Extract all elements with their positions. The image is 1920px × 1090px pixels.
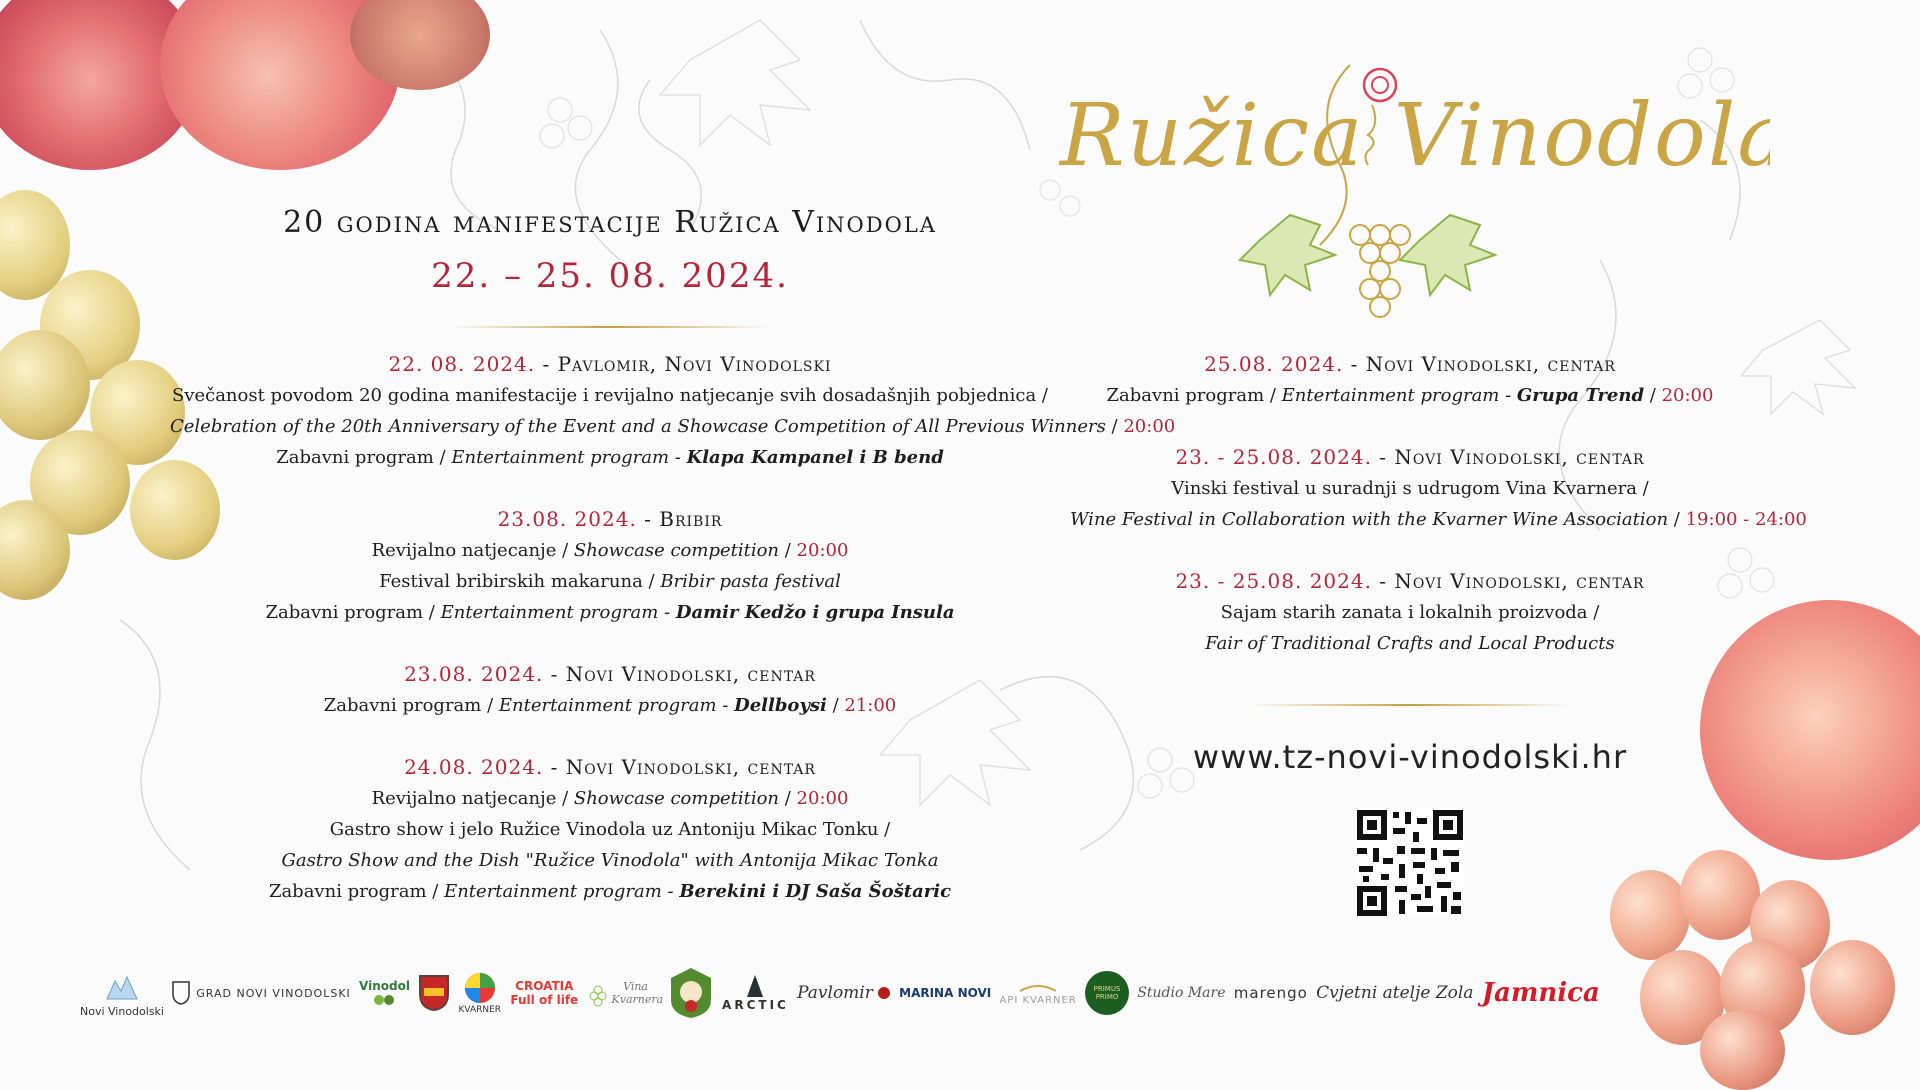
event-date: 23.08. 2024. [404,662,544,686]
sponsor-logo-api-kvarner: API KVARNER [1000,981,1077,1006]
grapes-bottom-right-image [1600,840,1920,1080]
event-line: Fair of Traditional Crafts and Local Products [1205,633,1615,654]
event-heading [170,659,1050,690]
event-date: 23. - 25.08. 2024. [1175,569,1372,593]
event-line: Revijalno natjecanje / Showcase competition / 20:00 [371,540,849,561]
event-date: 25.08. 2024. [1204,352,1344,376]
sponsor-logo-marina-novi: MARINA NOVI [899,986,992,1000]
event-date: 23. - 25.08. 2024. [1175,445,1372,469]
event-date: 22. 08. 2024. [388,352,536,376]
event-heading [170,504,1050,535]
event-heading [1070,349,1750,380]
event-line: Festival bribirskih makaruna / Bribir pasta festival [379,571,841,592]
sponsor-logo-novi-vinodolski: Novi Vinodolski [80,969,164,1018]
sponsor-logos-strip [80,958,1600,1028]
event-line: Vinski festival u suradnji s udrugom Vina Kvarnera / [1171,478,1649,499]
program-left-column [170,349,1176,938]
event-line: Wine Festival in Collaboration with the Kvarner Wine Association / 19:00 - 24:00 [1070,509,1807,530]
sponsor-logo-jamnica: Jamnica [1481,978,1600,1008]
sponsor-logo-vina-kvarnera: Vina Kvarnera [588,976,660,1010]
event-heading [170,752,1050,783]
event-title: 20 godina manifestacije Ružica Vinodola [283,205,937,240]
event-place: - Novi Vinodolski, centar [1371,569,1645,593]
event-date: 23.08. 2024. [497,507,637,531]
sponsor-logo-pavlomir: Pavlomir [797,983,891,1003]
event-line: Gastro Show and the Dish "Ružice Vinodola" with Antonija Mikac Tonka [281,850,939,871]
sponsor-logo-studio-mare: Studio Mare [1137,985,1226,1001]
event-line: Zabavni program / Entertainment program - Dellboysi / 21:00 [323,695,897,716]
event-line: Revijalno natjecanje / Showcase competition / 20:00 [371,788,849,809]
sponsor-logo-crest [418,974,450,1012]
website-link[interactable]: www.tz-novi-vinodolski.hr [1192,738,1628,776]
event-date: 24.08. 2024. [404,755,544,779]
event-place: - Novi Vinodolski, centar [1371,445,1645,469]
event-block [1070,349,1750,411]
event-line: Zabavni program / Entertainment program - Damir Kedžo i grupa Insula [265,602,955,623]
event-line: Gastro show i jelo Ružice Vinodola uz Antoniju Mikac Tonku / [329,819,891,840]
event-place: - Novi Vinodolski, centar [543,662,816,686]
event-heading [170,349,1050,380]
gold-divider-right [1250,704,1570,706]
ruzica-vinodola-logo [1050,45,1770,335]
event-line: Svečanost povodom 20 godina manifestacije i revijalno natjecanje svih dosadašnjih pobjednica / [171,385,1049,406]
sponsor-logo-primus: PRIMUS PRIMO [1085,971,1129,1015]
qr-code-icon[interactable] [1355,808,1465,918]
event-heading [1070,442,1750,473]
event-block [170,349,1176,473]
program-right-column [1070,349,1807,690]
event-block [170,752,1050,907]
event-block [170,659,1050,721]
event-line: Sajam starih zanata i lokalnih proizvoda / [1220,602,1600,623]
event-place: - Novi Vinodolski, centar [1343,352,1616,376]
sponsor-logo-cvjetni-atelje-zola: Cvjetni atelje Zola [1316,983,1474,1003]
gold-divider-top [450,326,770,328]
event-heading [1070,566,1750,597]
sponsor-logo-vinodol: Vinodol [359,979,410,1007]
sponsor-logo-grad-novi-vinodolski: GRAD NOVI VINODOLSKI [172,981,351,1005]
sponsor-logo-arctic: ARCTIC [722,974,789,1012]
event-place: - Pavlomir, Novi Vinodolski [535,352,832,376]
sponsor-logo-croatia: CROATIA Full of life [510,979,579,1007]
event-dates: 22. – 25. 08. 2024. [431,256,789,296]
event-line: Zabavni program / Entertainment program - Berekini i DJ Saša Šoštaric [268,881,952,902]
event-block [170,504,1050,628]
sponsor-logo-kvarner: KVARNER [458,971,501,1015]
event-block [1070,442,1807,535]
event-place: - Novi Vinodolski, centar [543,755,816,779]
event-block [1070,566,1750,659]
event-line: Zabavni program / Entertainment program - Grupa Trend / 20:00 [1106,385,1714,406]
sponsor-logo-marengo: marengo [1233,984,1308,1002]
event-line: Celebration of the 20th Anniversary of the Event and a Showcase Competition of All Previous Winners / 20:00 [170,416,1176,437]
event-line: Zabavni program / Entertainment program - Klapa Kampanel i B bend [276,447,944,468]
sponsor-logo-badge [668,966,714,1020]
logo-wordmark: Ružica Vinodola [1060,86,1770,186]
event-place: - Bribir [636,507,723,531]
